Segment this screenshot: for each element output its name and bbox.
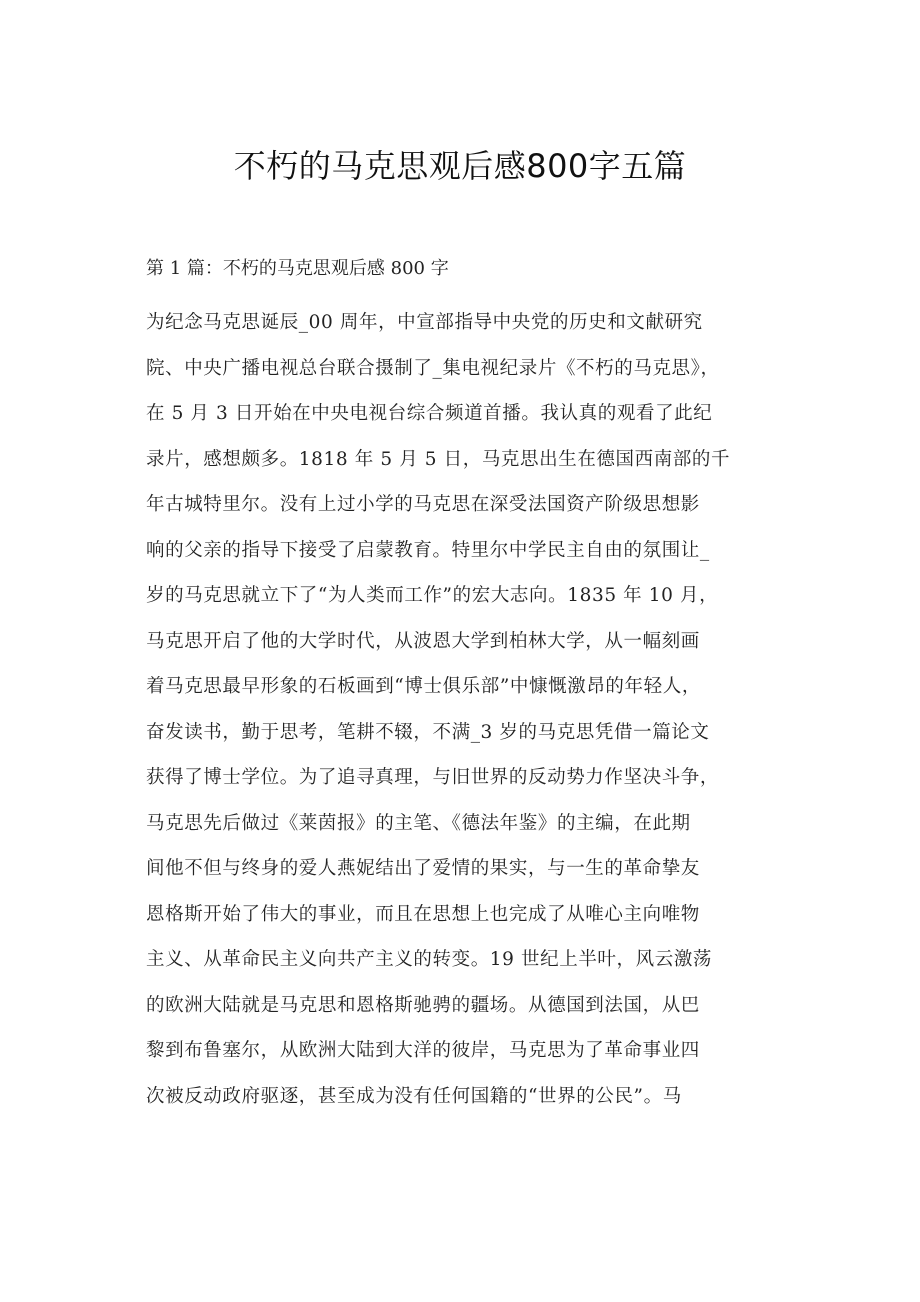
body-line: 马克思开启了他的大学时代，从波恩大学到柏林大学，从一幅刻画 — [146, 630, 700, 652]
section-heading: 第 1 篇：不朽的马克思观后感 800 字 — [146, 258, 449, 279]
body-text — [146, 300, 806, 1119]
body-line: 着马克思最早形象的石板画到“博士俱乐部”中慷慨激昂的年轻人， — [146, 676, 701, 697]
body-line: 的欧洲大陆就是马克思和恩格斯驰骋的疆场。从德国到法国，从巴 — [146, 994, 700, 1016]
body-line: 马克思先后做过《莱茵报》的主笔、《德法年鉴》的主编，在此期 — [146, 812, 691, 834]
body-line: 获得了博士学位。为了追寻真理，与旧世界的反动势力作坚决斗争， — [146, 767, 720, 788]
body-line: 次被反动政府驱逐，甚至成为没有任何国籍的“世界的公民”。马 — [146, 1085, 682, 1107]
body-line: 黎到布鲁塞尔，从欧洲大陆到大洋的彼岸，马克思为了革命事业四 — [146, 1040, 700, 1061]
body-line: 录片，感想颇多。1818 年 5 月 5 日，马克思出生在德国西南部的千 — [146, 448, 731, 470]
page-title: 不朽的马克思观后感800字五篇 — [233, 147, 687, 185]
body-line: 岁的马克思就立下了“为人类而工作”的宏大志向。1835 年 10 月， — [146, 585, 719, 606]
body-line: 响的父亲的指导下接受了启蒙教育。特里尔中学民主自由的氛围让_ — [146, 539, 710, 561]
body-line: 为纪念马克思诞辰_00 周年，中宣部指导中央党的历史和文献研究 — [146, 312, 703, 333]
body-line: 奋发读书，勤于思考，笔耕不辍，不满_3 岁的马克思凭借一篇论文 — [146, 721, 710, 743]
body-line: 年古城特里尔。没有上过小学的马克思在深受法国资产阶级思想影 — [146, 494, 700, 515]
body-line: 恩格斯开始了伟大的事业，而且在思想上也完成了从唯心主向唯物 — [146, 903, 700, 925]
body-line: 间他不但与终身的爱人燕妮结出了爱情的果实，与一生的革命挚友 — [146, 858, 700, 879]
body-line: 主义、从革命民主义向共产主义的转变。19 世纪上半叶，风云激荡 — [146, 949, 713, 970]
body-line: 院、中央广播电视总台联合摄制了_集电视纪录片《不朽的马克思》， — [146, 357, 720, 379]
body-line: 在 5 月 3 日开始在中央电视台综合频道首播。我认真的观看了此纪 — [146, 403, 713, 424]
